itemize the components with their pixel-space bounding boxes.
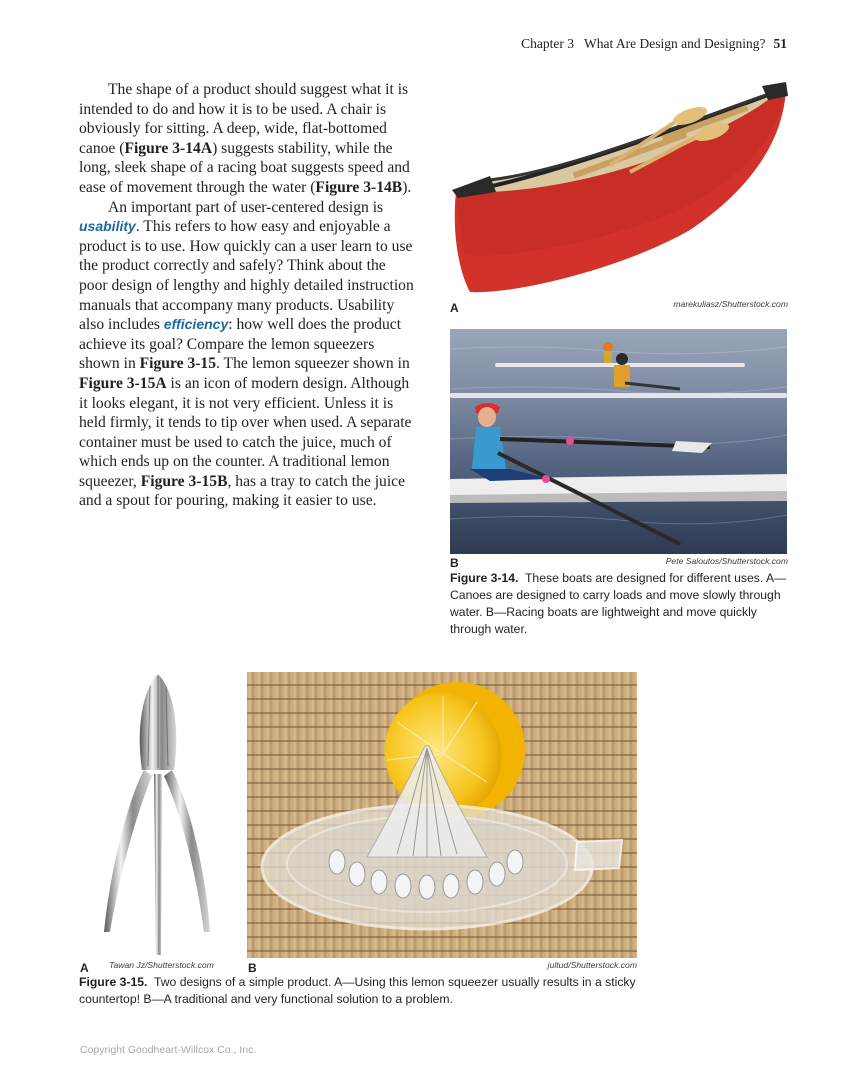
canoe-illustration xyxy=(450,80,790,300)
chapter-number: Chapter 3 xyxy=(521,36,575,51)
photo-credit: marekuliasz/Shutterstock.com xyxy=(673,299,788,309)
text-run: ) suggests stability, while the long, sleek shape of a racing boat suggests speed and ease of movement through the water ( xyxy=(79,139,410,196)
copyright-footer: Copyright Goodheart-Willcox Co., Inc. xyxy=(80,1044,257,1056)
paragraph-1 xyxy=(79,80,415,198)
panel-letter: B xyxy=(450,556,459,570)
text-run: is an icon of modern design. Although it looks elegant, it is not very efficient. Unless it is held firmly, it tends to tip over when used. A separate container must be used to catch the juice, much of which ends up on the counter. A traditional lemon squeezer, xyxy=(79,374,412,490)
rowing-illustration xyxy=(450,329,787,554)
text-run: The shape of a product should suggest what it is intended to do and how it is to be used. A chair is obviously for sitting. A deep, wide, flat-bottomed canoe ( xyxy=(79,81,409,157)
figure-reference: Figure 3-15A xyxy=(79,374,167,392)
page-number: 51 xyxy=(773,36,787,51)
caption-label: Figure 3-14. xyxy=(450,571,519,585)
text-run: An important part of user-centered design is xyxy=(108,198,384,216)
figure-caption xyxy=(79,974,639,1008)
figure-caption xyxy=(450,570,790,638)
text-run: : how well does the product achieve its goal? Compare the lemon squeezers shown in xyxy=(79,316,402,373)
modern-squeezer-illustration xyxy=(98,670,213,960)
panel-letter: A xyxy=(80,961,89,975)
text-run: ). xyxy=(402,178,412,196)
photo-credit: Tawan Jz/Shutterstock.com xyxy=(109,960,214,970)
canoe-photo xyxy=(450,80,790,300)
panel-letter: A xyxy=(450,301,459,315)
glossary-term-efficiency[interactable]: efficiency xyxy=(163,316,229,333)
paragraph-2 xyxy=(79,198,415,512)
modern-squeezer-photo xyxy=(98,670,213,960)
text-run: . This refers to how easy and enjoyable a product is to use. How quickly can a user learn to use the product correctly and safely? Think about the poor design of lengthy and highly detailed instruction manuals that accompany many products. Usability also includes xyxy=(79,218,414,334)
rowing-photo xyxy=(450,329,787,554)
figure-reference: Figure 3-15 xyxy=(139,355,217,373)
text-run: . The lemon squeezer shown in xyxy=(216,355,410,373)
photo-credit: Pete Saloutos/Shutterstock.com xyxy=(665,556,788,566)
traditional-squeezer-photo xyxy=(247,672,637,958)
figure-reference: Figure 3-14A xyxy=(124,139,213,157)
text-run: , has a tray to catch the juice and a spout for pouring, making it easier to use. xyxy=(79,472,406,510)
traditional-squeezer-illustration xyxy=(247,672,637,958)
caption-text: Two designs of a simple product. A—Using this lemon squeezer usually results in a sticky countertop! B—A traditional and very functional solution to a problem. xyxy=(79,975,636,1006)
running-head xyxy=(521,36,787,52)
figure-reference: Figure 3-15B xyxy=(140,472,228,490)
panel-letter: B xyxy=(248,961,257,975)
photo-credit: jultud/Shutterstock.com xyxy=(547,960,637,970)
caption-text: These boats are designed for different uses. A—Canoes are designed to carry loads and move slowly through water. B—Racing boats are lightweight and move quickly through water. xyxy=(450,571,787,636)
figure-reference: Figure 3-14B xyxy=(315,178,403,196)
body-text xyxy=(79,80,415,511)
chapter-title: What Are Design and Designing? xyxy=(584,36,766,51)
caption-label: Figure 3-15. xyxy=(79,975,148,989)
glossary-term-usability[interactable]: usability xyxy=(79,218,136,235)
